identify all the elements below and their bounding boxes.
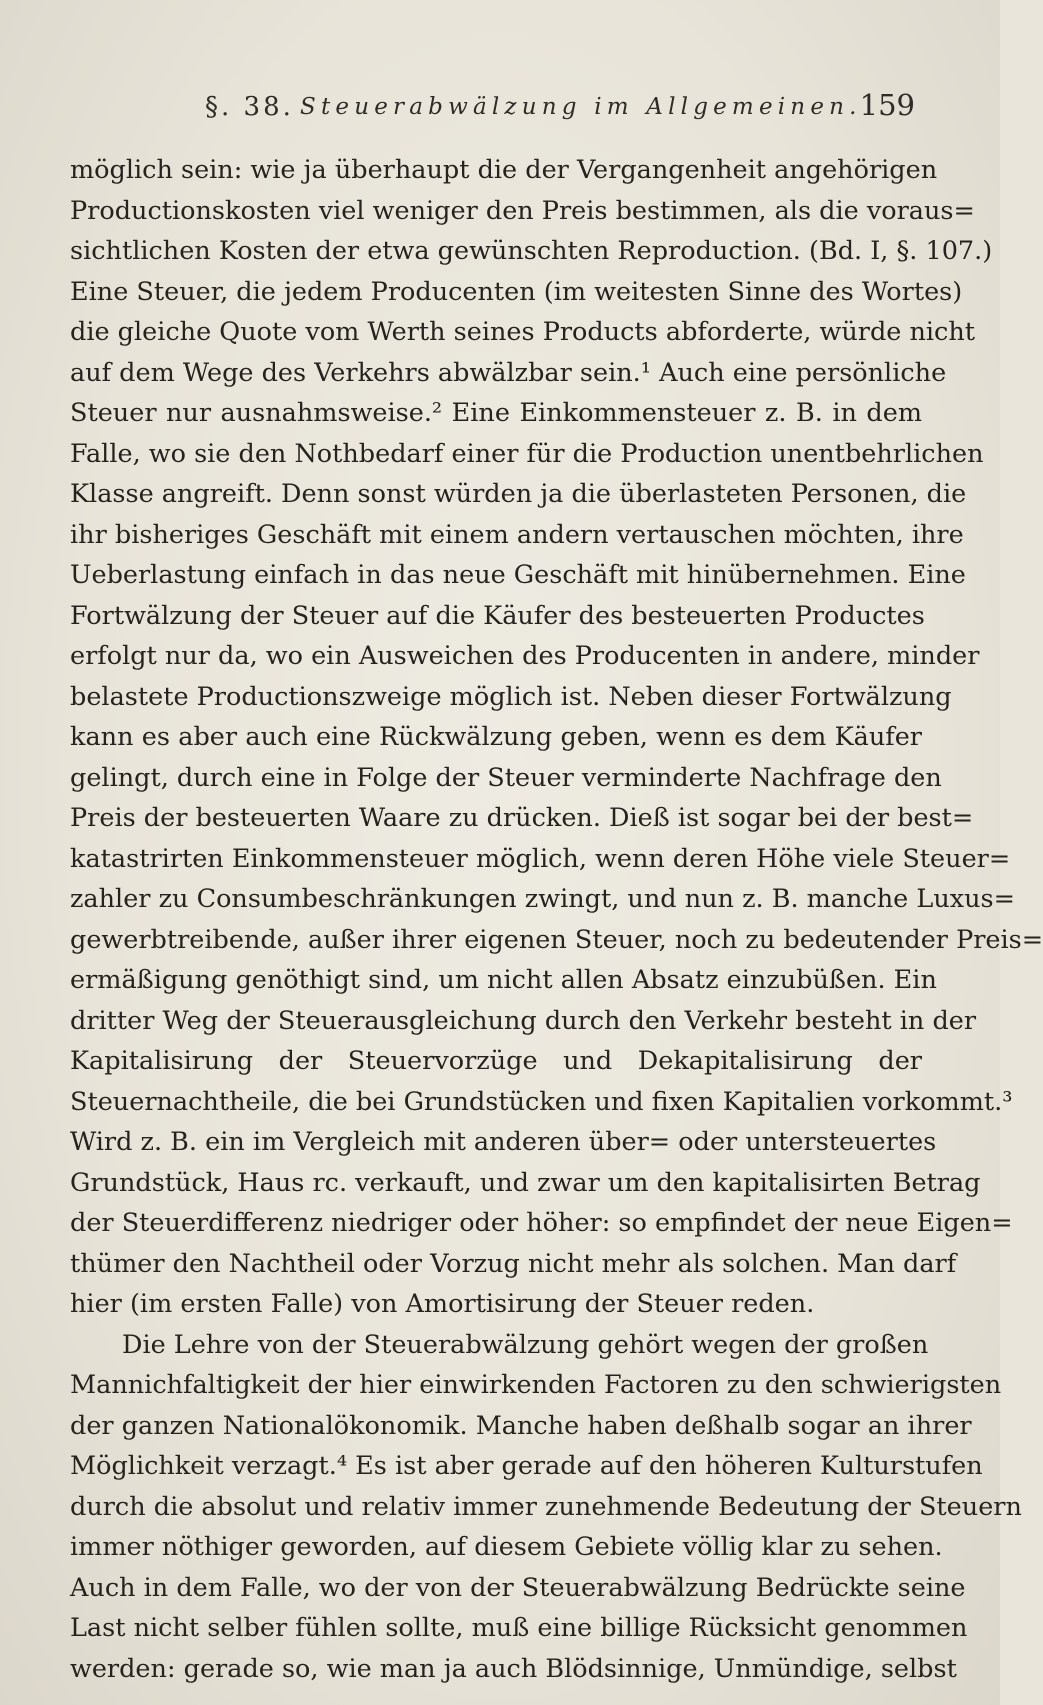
text-line: Last nicht selber fühlen sollte, muß eine billige Rücksicht genommen [70,1613,968,1643]
text-line: erfolgt nur da, wo ein Ausweichen des Producenten in andere, minder [70,641,980,671]
text-line: Steuernachtheile, die bei Grundstücken und fixen Kapitalien vorkommt.³ [70,1086,1013,1117]
text-line: sichtlichen Kosten der etwa gewünschten Reproduction. (Bd. I, §. 107.) [70,236,993,266]
text-line: der ganzen Nationalökonomik. Manche haben deßhalb sogar an ihrer [70,1410,972,1441]
text-line: immer nöthiger geworden, auf diesem Gebiete völlig klar zu sehen. [70,1532,943,1562]
text-line: Falle, wo sie den Nothbedarf einer für die Production unentbehrlichen [70,438,984,469]
text-line: möglich sein: wie ja überhaupt die der Vergangenheit angehörigen [70,155,938,185]
section-number: §. 38. [205,92,294,122]
section-title: Steuerabwälzung im Allgemeinen. [300,94,862,120]
text-line: Grundstück, Haus rc. verkauft, und zwar um den kapitalisirten Betrag [70,1167,981,1198]
text-line: gewerbtreibende, außer ihrer eigenen Steuer, noch zu bedeutender Preis= [70,924,1043,955]
text-line: zahler zu Consumbeschränkungen zwingt, und nun z. B. manche Luxus= [70,884,1015,914]
text-line: kann es aber auch eine Rückwälzung geben, wenn es dem Käufer [70,722,922,752]
text-line: Die Lehre von der Steuerabwälzung gehört wegen der großen [122,1329,929,1360]
text-line: durch die absolut und relativ immer zunehmende Bedeutung der Steuern [70,1491,1022,1522]
text-line: Klasse angreift. Denn sonst würden ja die überlasteten Personen, die [70,479,967,509]
running-header [205,86,915,130]
text-line: Preis der besteuerten Waare zu drücken. Dieß ist sogar bei der best= [70,803,974,833]
text-line: ihr bisheriges Geschäft mit einem andern vertauschen möchten, ihre [70,519,964,550]
text-line: gelingt, durch eine in Folge der Steuer verminderte Nachfrage den [70,762,942,793]
text-line: der Steuerdifferenz niedriger oder höher: so empfindet der neue Eigen= [70,1208,1013,1238]
text-line: Wird z. B. ein im Vergleich mit anderen über= oder untersteuertes [70,1127,937,1157]
text-line: Auch in dem Falle, wo der von der Steuerabwälzung Bedrückte seine [70,1572,966,1603]
text-line: Möglichkeit verzagt.⁴ Es ist aber gerade auf den höheren Kulturstufen [70,1451,983,1481]
text-line: Eine Steuer, die jedem Producenten (im weitesten Sinne des Wortes) [70,276,963,307]
text-line: dritter Weg der Steuerausgleichung durch den Verkehr besteht in der [70,1005,977,1036]
text-line: Productionskosten viel weniger den Preis bestimmen, als die voraus= [70,195,975,226]
text-line: hier (im ersten Falle) von Amortisirung der Steuer reden. [70,1289,815,1319]
text-line: thümer den Nachtheil oder Vorzug nicht mehr als solchen. Man darf [70,1248,957,1279]
page-number: 159 [859,88,915,122]
text-line: Kapitalisirung der Steuervorzüge und Dekapitalisirung der [70,1046,922,1076]
body-text [70,150,1043,1689]
text-line: Mannichfaltigkeit der hier einwirkenden Factoren zu den schwierigsten [70,1370,1002,1400]
text-line: Ueberlastung einfach in das neue Geschäft mit hinübernehmen. Eine [70,560,966,590]
text-line: die gleiche Quote vom Werth seines Products abforderte, würde nicht [70,317,976,347]
text-line: ermäßigung genöthigt sind, um nicht allen Absatz einzubüßen. Ein [70,965,937,995]
text-line: Fortwälzung der Steuer auf die Käufer des besteuerten Productes [70,600,925,631]
text-line: katastrirten Einkommensteuer möglich, wenn deren Höhe viele Steuer= [70,843,1011,874]
text-line: werden: gerade so, wie man ja auch Blödsinnige, Unmündige, selbst [70,1653,957,1684]
text-line: Steuer nur ausnahmsweise.² Eine Einkommensteuer z. B. in dem [70,398,922,428]
text-line: auf dem Wege des Verkehrs abwälzbar sein.¹ Auch eine persönliche [70,357,947,388]
text-line: belastete Productionszweige möglich ist. Neben dieser Fortwälzung [70,681,952,712]
